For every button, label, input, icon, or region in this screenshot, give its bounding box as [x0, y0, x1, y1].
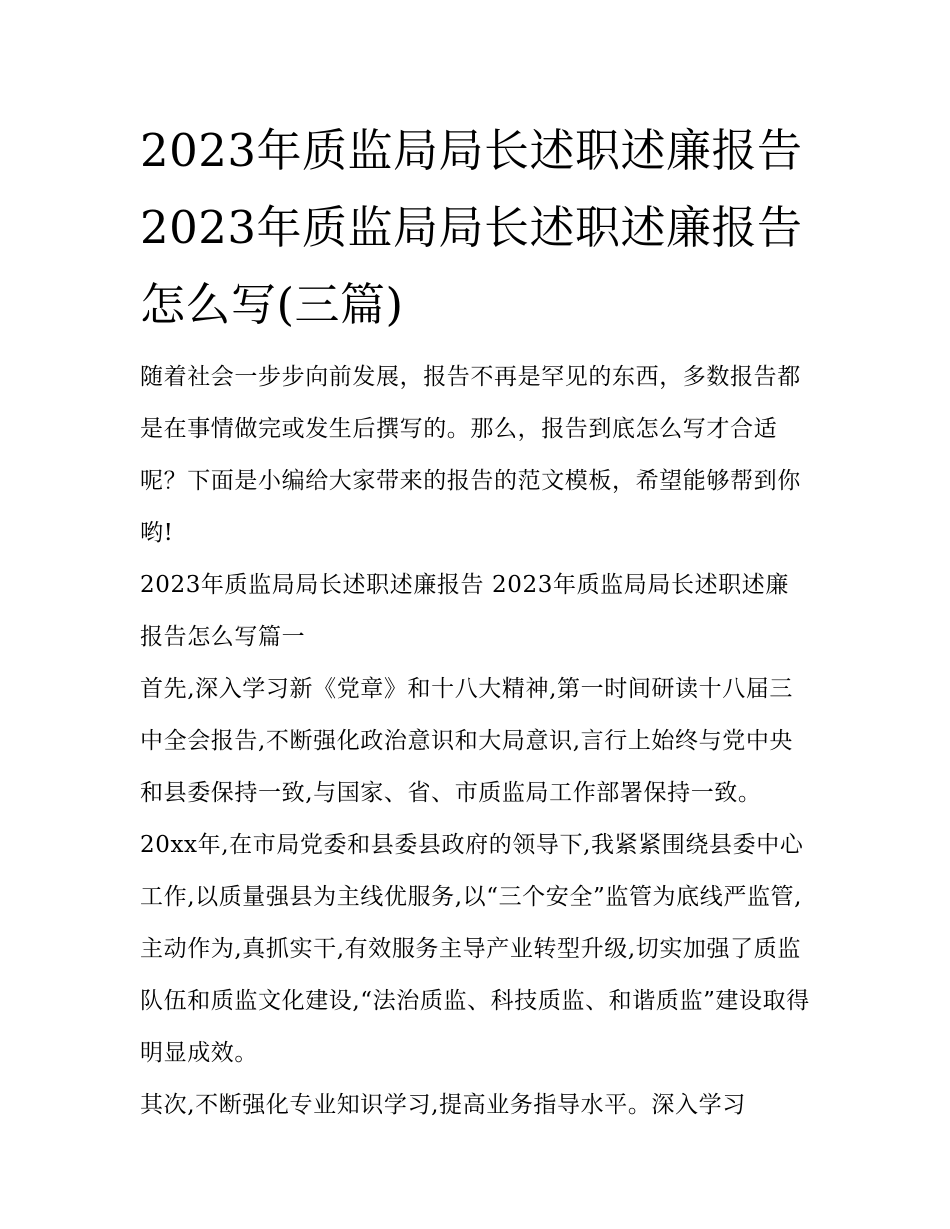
body-paragraph-2: 其次,不断强化专业知识学习,提高业务指导水平。深入学习: [140, 1092, 746, 1118]
intro-paragraph: 随着社会一步步向前发展，报告不再是罕见的东西，多数报告都是在事情做完或发生后撰写的。那么，报告到底怎么写才合适呢？下面是小编给大家带来的报告的范文模板，希望能够帮到你哟!: [140, 364, 801, 546]
body-paragraph-1: 首先,深入学习新《党章》和十八大精神,第一时间研读十八届三中全会报告,不断强化政治意识和大局意识,言行上始终与党中央和县委保持一致,与国家、省、市质监局工作部署保持一致。20xx年,在市局党委和县委县政府的领导下,我紧紧围绕县委中心工作,以质量强县为主线优服务,以“三个安全”监管为底线严监管,主动作为,真抓实干,有效服务主导产业转型升级,切实加强了质监队伍和质监文化建设,“法治质监、科技质监、和谐质监”建设取得明显成效。: [140, 676, 810, 1066]
section-heading: 2023年质监局局长述职述廉报告 2023年质监局局长述职述廉报告怎么写篇一: [140, 572, 789, 650]
document-title: 2023年质监局局长述职述廉报告 2023年质监局局长述职述廉报告怎么写(三篇): [140, 124, 803, 331]
document-page: [140, 112, 812, 1131]
title-spacer: [140, 343, 812, 351]
